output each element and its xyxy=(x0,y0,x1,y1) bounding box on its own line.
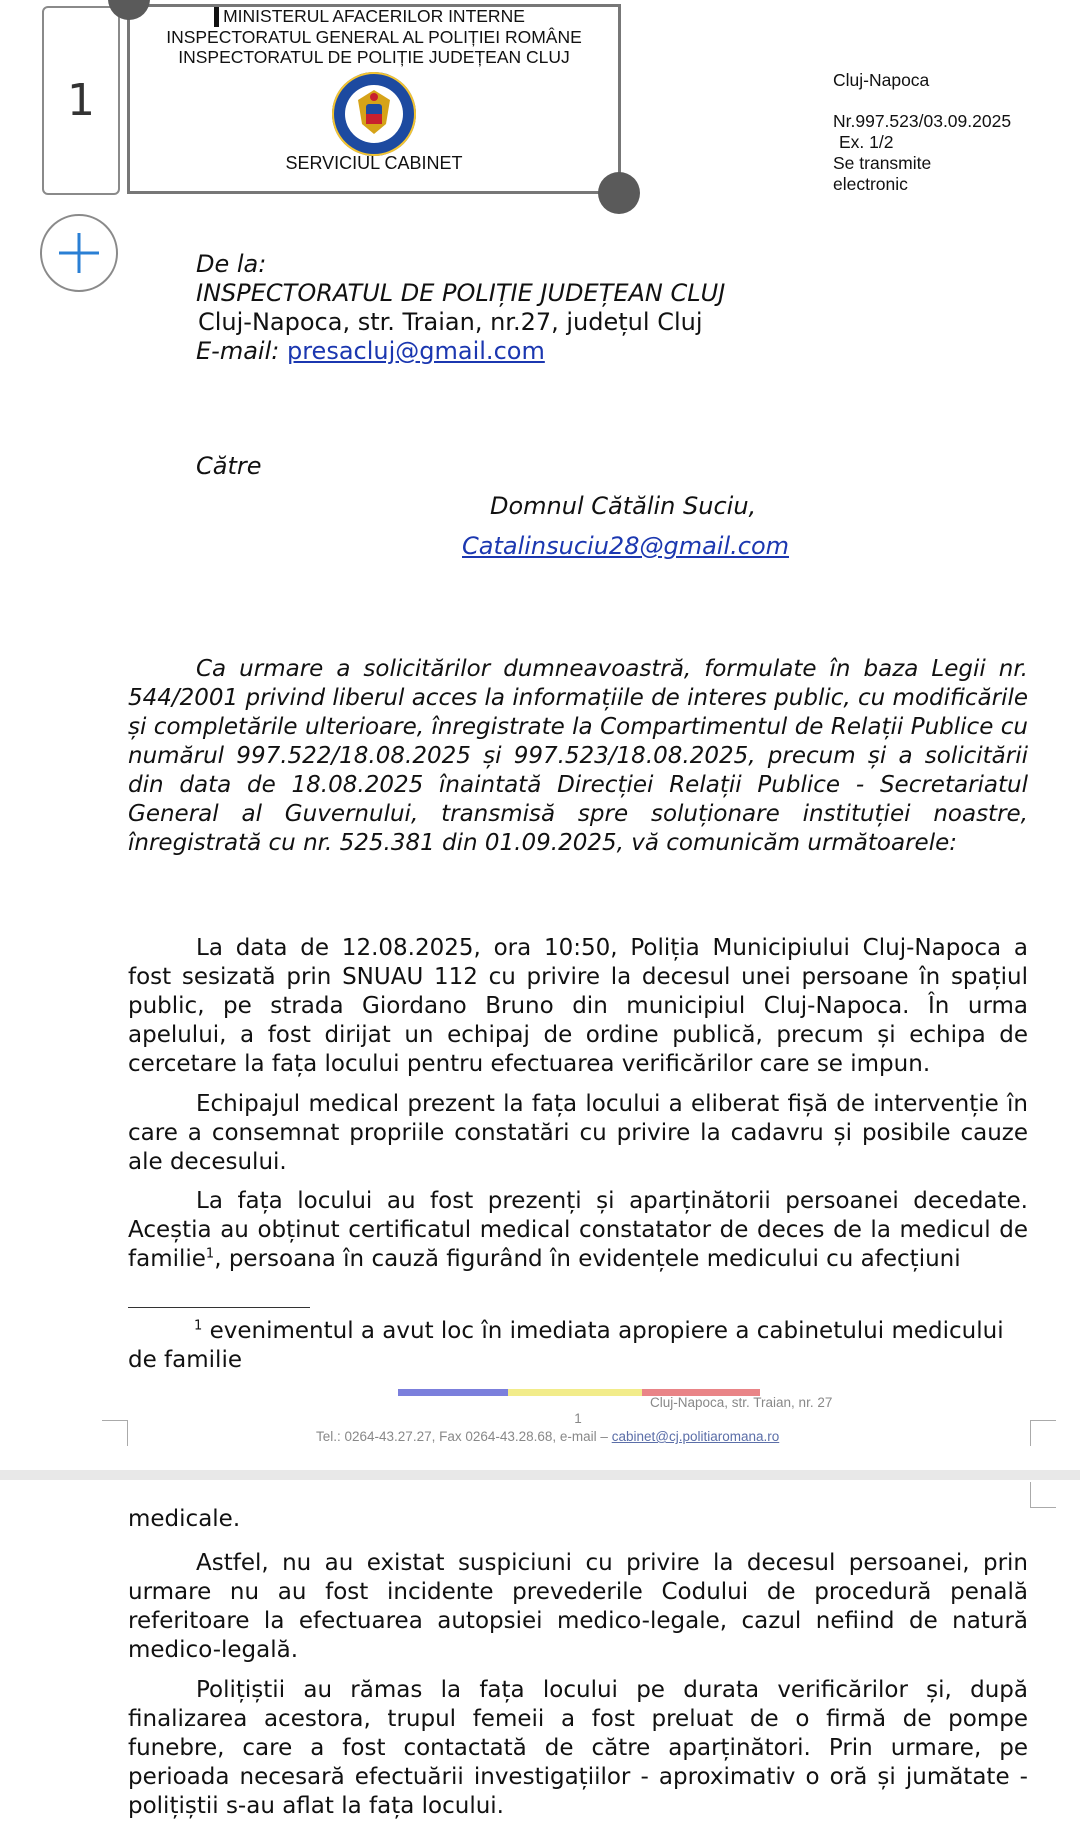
transmit-note-line1: Se transmite xyxy=(833,153,932,173)
recipient-name: Domnul Cătălin Suciu, xyxy=(490,492,757,520)
page-separator xyxy=(0,1470,1080,1480)
page-thumbnail[interactable] xyxy=(42,6,120,195)
footer-page-number: 1 xyxy=(574,1411,582,1426)
footer-address: Cluj-Napoca, str. Traian, nr. 27 xyxy=(650,1395,833,1410)
margin-corner-top-right-page2 xyxy=(1030,1482,1056,1508)
sender-address: Cluj-Napoca, str. Traian, nr.27, județul Cluj xyxy=(198,308,703,336)
footer-contact-text: Tel.: 0264-43.27.27, Fax 0264-43.28.68, e-mail – xyxy=(316,1429,612,1444)
page2-continuation: medicale. xyxy=(128,1506,241,1532)
margin-corner-bottom-left xyxy=(102,1420,128,1446)
add-page-button[interactable] xyxy=(40,214,118,292)
sender-label: De la: xyxy=(196,250,267,278)
margin-corner-bottom-right xyxy=(1030,1420,1056,1446)
body-paragraph-2: Echipajul medical prezent la fața locului a eliberat fișă de intervenție în care a consemnat propriile constatări cu privire la cadavru și posibile cauze ale decesului. xyxy=(128,1091,1028,1175)
body-paragraph-1: La data de 12.08.2025, ora 10:50, Poliția Municipiului Cluj-Napoca a fost sesizată prin SNUAU 112 cu privire la decesul unei persoane în spațiul public, pe strada Giordano Bruno din municipiul Cluj-Napoca. În urma apelului, a fost dirijat un echipaj de ordine publică, precum și echipa de cercetare la fața locului pentru efectuarea verificărilor care se impun. xyxy=(128,935,1028,1077)
letterhead-county-inspectorate: INSPECTORATUL DE POLIȚIE JUDEȚEAN CLUJ xyxy=(178,47,570,67)
sender-block xyxy=(196,250,725,366)
recipient-email-link[interactable]: Catalinsuciu28@gmail.com xyxy=(462,532,789,560)
footnote xyxy=(128,1317,1028,1375)
plus-icon xyxy=(55,229,103,277)
footnote-text: evenimentul a avut loc în imediata apropiere a cabinetului medicului de familie xyxy=(128,1318,1004,1373)
footnote-reference[interactable]: 1 xyxy=(205,1246,215,1262)
sender-email-label: E-mail: xyxy=(196,337,280,365)
letterhead-service: SERVICIUL CABINET xyxy=(285,153,463,173)
intro-paragraph: Ca urmare a solicitărilor dumneavoastră, formulate în baza Legii nr. 544/2001 privind liberul acces la informațiile de interes public, cu modificările și completările ulterioare, înregistrate la Compartimentul de Relații Publice cu numărul 997.522/18.08.2025 și 997.523/18.08.2025, precum și a solicitării din data de 18.08.2025 înaintată Direcției Relații Publice - Secretariatul General al Guvernului, transmisă spre soluționare instituției noastre, înregistrată cu nr. 525.381 din 01.09.2025, vă comunicăm următoarele: xyxy=(128,656,1028,856)
footer-stripe-blue xyxy=(398,1389,508,1396)
body-paragraph-3-text-b: , persoana în cauză figurând în evidențele medicului cu afecțiuni xyxy=(214,1246,961,1272)
copy-number: Ex. 1/2 xyxy=(839,132,894,152)
letterhead-ministry: MINISTERUL AFACERILOR INTERNE xyxy=(223,6,525,26)
page-thumbnail-number: 1 xyxy=(67,75,95,126)
issue-city: Cluj-Napoca xyxy=(833,70,930,90)
footer-stripe-yellow xyxy=(508,1389,642,1396)
body-paragraph-4: Astfel, nu au existat suspiciuni cu privire la decesul persoanei, prin urmare nu au fost incidente prevederile Codului de procedură penală referitoare la efectuarea autopsiei medico-legale, cazul nefiind de natură medico-legală. xyxy=(128,1550,1028,1663)
footnote-number: 1 xyxy=(194,1318,203,1334)
recipient-label: Către xyxy=(196,452,262,480)
body-paragraph-3 xyxy=(128,1187,1028,1274)
sender-email-link[interactable]: presacluj@gmail.com xyxy=(286,337,545,365)
sender-organization: INSPECTORATUL DE POLIȚIE JUDEȚEAN CLUJ xyxy=(196,279,726,307)
body-paragraph-5: Polițiștii au rămas la fața locului pe durata verificărilor și, după finalizarea acestora, trupul femeii a fost preluat de o firmă de pompe funebre, care a fost contactată de către aparținători. Prin urmare, pe perioada necesară efectuării investigațiilor - aproximativ o oră și jumătate - polițiștii s-au aflat la fața locului. xyxy=(128,1677,1028,1819)
registration-number: Nr.997.523/03.09.2025 xyxy=(833,111,1012,131)
body-paragraph-3-text-a: La fața locului au fost prezenți și aparținătorii persoanei decedate. Aceștia au obținut certificatul medical constatator de deces de la medicul de familie xyxy=(128,1188,1028,1272)
transmit-note-line2: electronic xyxy=(833,174,908,194)
footer-email-link[interactable]: cabinet@cj.politiaromana.ro xyxy=(611,1429,780,1444)
police-crest-icon xyxy=(330,70,418,158)
footer-contact xyxy=(316,1429,779,1444)
footnote-separator xyxy=(128,1307,310,1308)
resize-handle-bottom[interactable] xyxy=(598,172,640,214)
letterhead-general-inspectorate: INSPECTORATUL GENERAL AL POLIȚIEI ROMÂNE xyxy=(166,27,582,47)
